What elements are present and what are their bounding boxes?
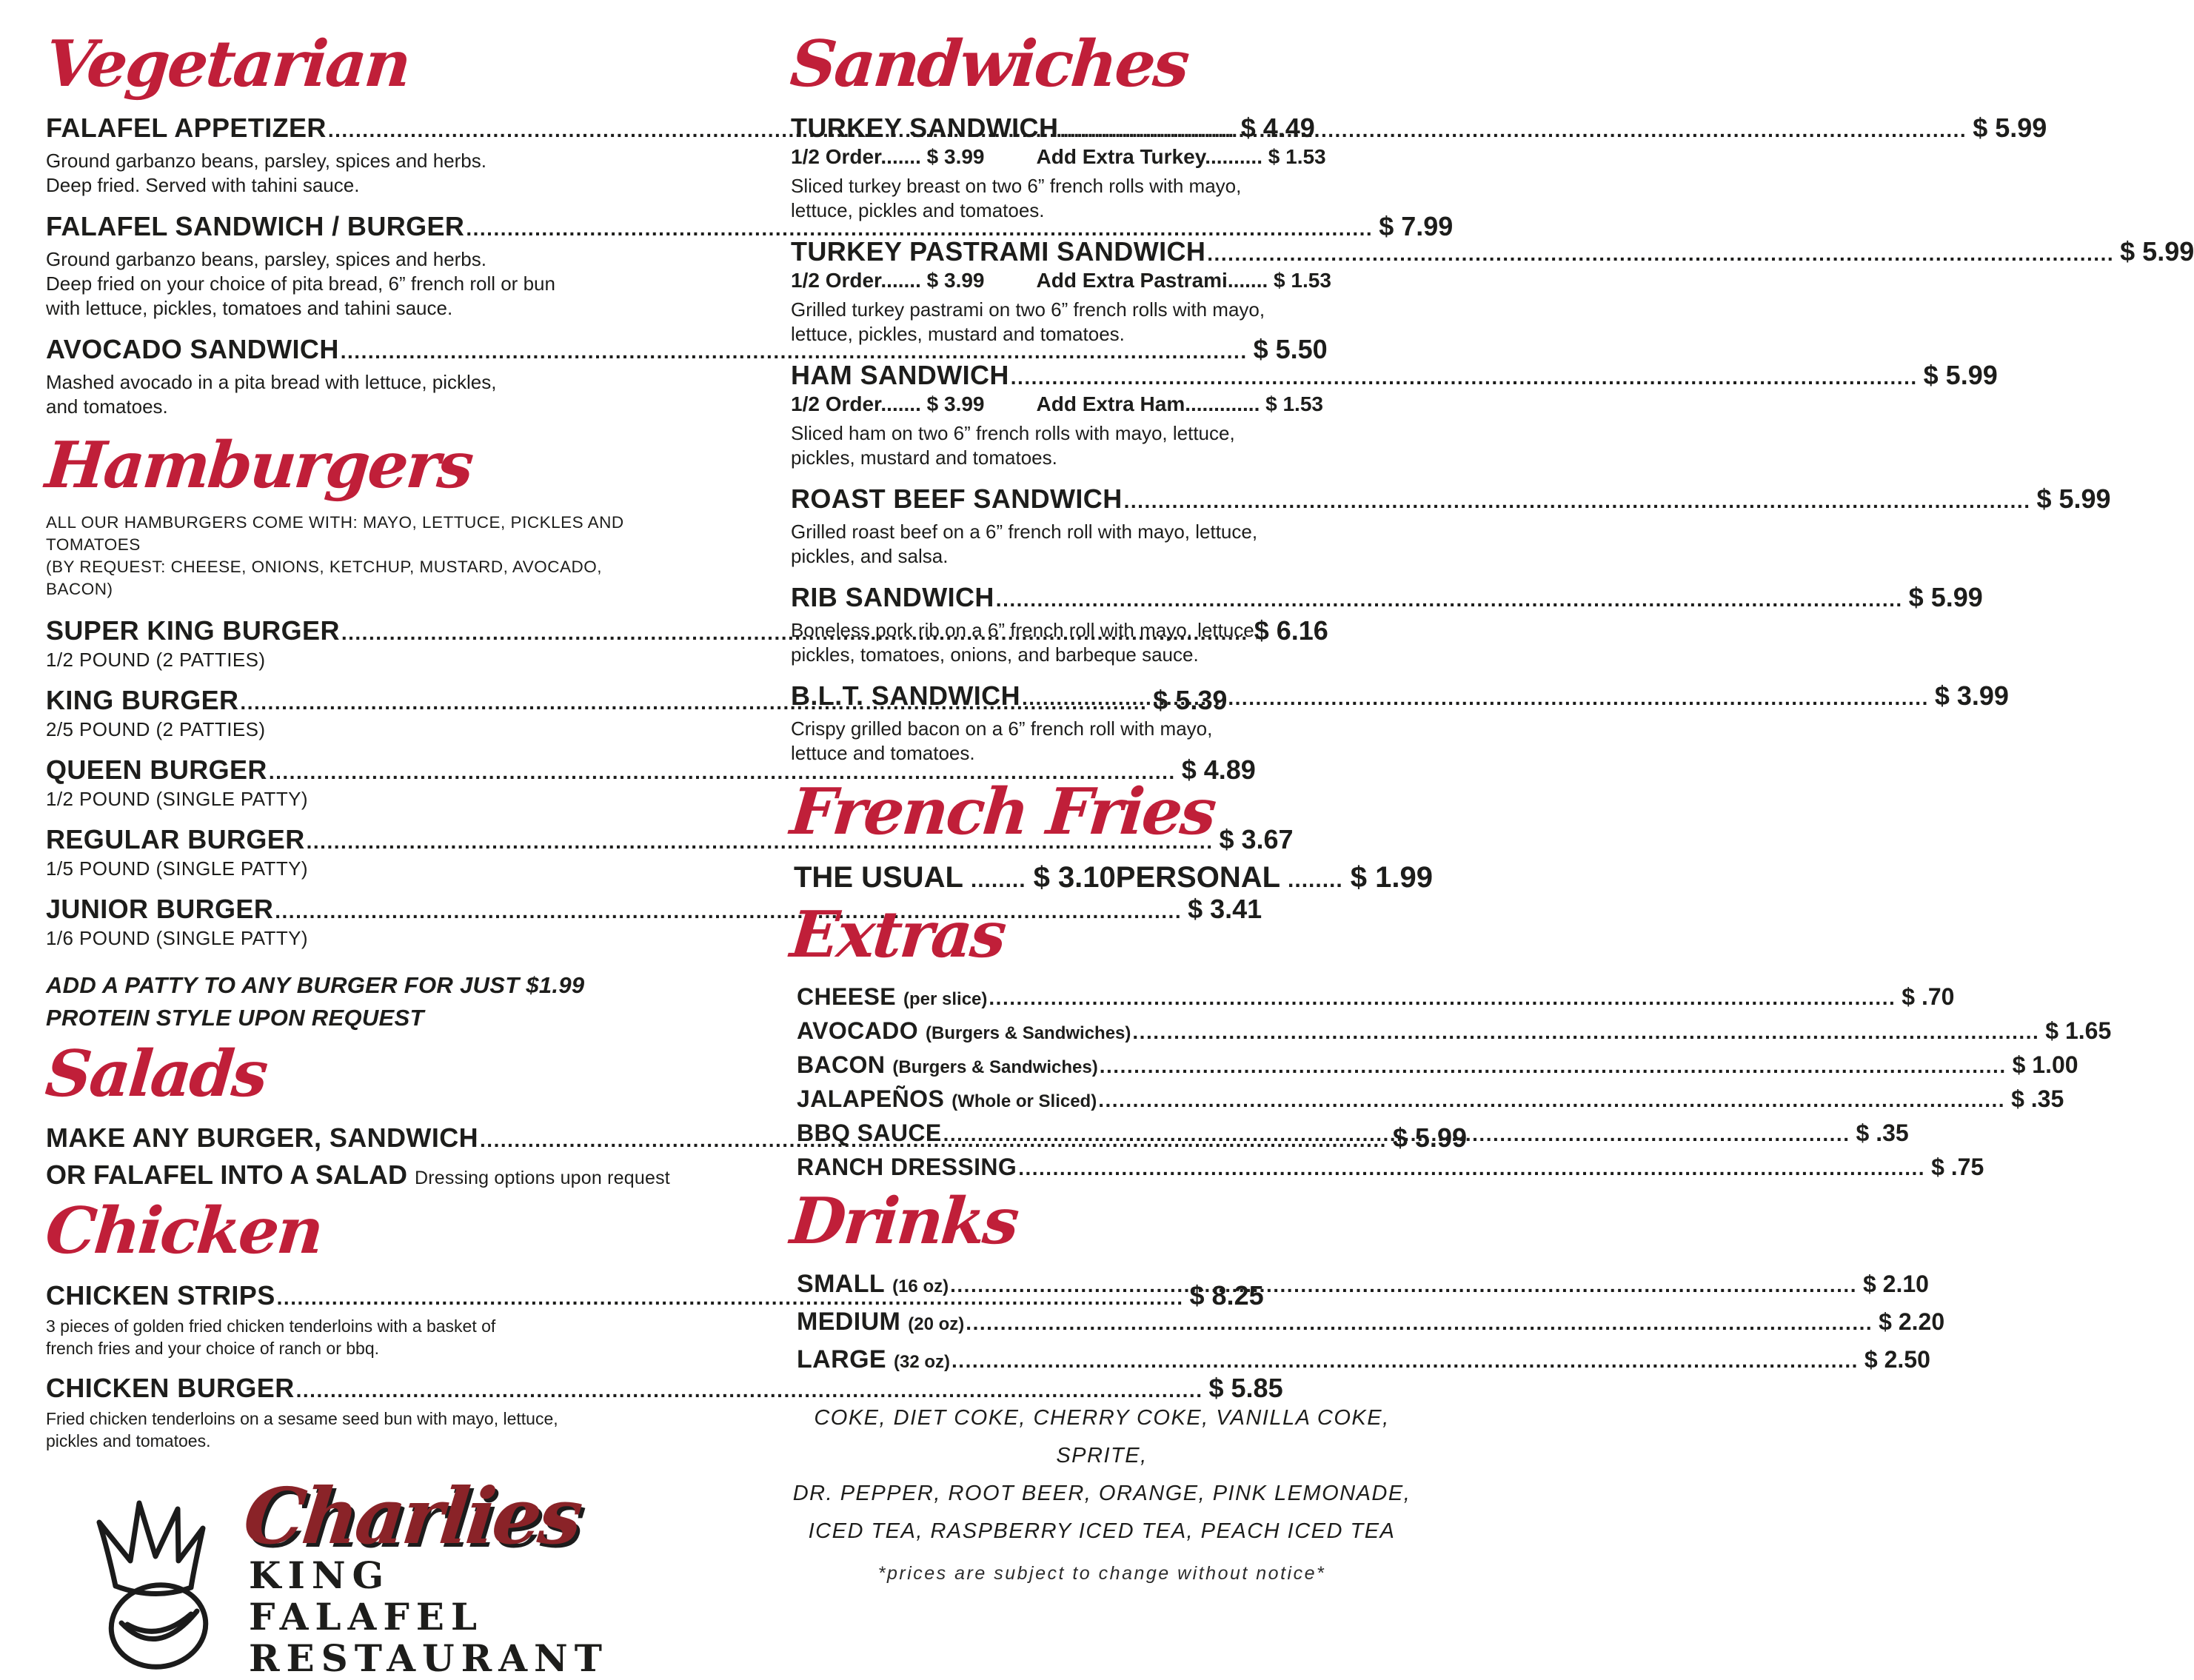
- item-name: REGULAR BURGER: [46, 824, 305, 855]
- desc-line: pickles and tomatoes.: [46, 1431, 211, 1451]
- item-price: $ 7.99: [1379, 211, 1454, 242]
- item-title-row: [46, 754, 1256, 786]
- dot-leader: [1098, 1088, 2005, 1112]
- extra-name: CHEESE: [797, 983, 896, 1011]
- dot-leader: [1124, 489, 2031, 513]
- note-line: ALL OUR HAMBURGERS COME WITH: MAYO, LETTUCE, PICKLES AND TOMATOES: [46, 512, 624, 554]
- dot-leader: [1022, 686, 1929, 710]
- drink-size: (20 oz): [908, 1314, 965, 1335]
- dot-leader: [966, 1311, 1873, 1335]
- desc-line: pickles, tomatoes, onions, and barbeque sauce.: [791, 643, 1199, 666]
- extra-item-cheese: [797, 983, 1955, 1011]
- desc-line: pickles, mustard and tomatoes.: [791, 446, 1057, 469]
- item-subtext: 1/2 POUND (SINGLE PATTY): [46, 788, 308, 811]
- price-disclaimer: *prices are subject to change without notice*: [877, 1563, 1326, 1584]
- item-name: FALAFEL APPETIZER: [46, 113, 327, 144]
- desc-line: Fried chicken tenderloins on a sesame seed bun with mayo, lettuce,: [46, 1409, 558, 1429]
- extra-note: (Whole or Sliced): [951, 1091, 1097, 1112]
- item-description: [791, 298, 1413, 347]
- item-description: [791, 421, 1413, 470]
- dot-leader: [1288, 868, 1343, 893]
- salad-line1: MAKE ANY BURGER, SANDWICH: [46, 1122, 479, 1154]
- drinks-heading: Drinks: [787, 1184, 1020, 1259]
- half-order-row: [791, 269, 1413, 292]
- extra-price: $ .35: [2011, 1085, 2064, 1113]
- item-price: $ 4.49: [1240, 113, 1315, 144]
- item-title-row: [46, 1373, 1283, 1404]
- fries-options-row: [794, 860, 1433, 894]
- dot-leader: [950, 1274, 1857, 1297]
- note-line: (BY REQUEST: CHEESE, ONIONS, KETCHUP, MUSTARD, AVOCADO, BACON): [46, 557, 602, 599]
- salad-line2-text: OR FALAFEL INTO A SALAD: [46, 1159, 408, 1191]
- extra-price: $ 1.65: [2045, 1017, 2112, 1045]
- desc-line: lettuce, pickles and tomatoes.: [791, 199, 1045, 222]
- extra-price: $ .35: [1856, 1120, 1909, 1147]
- item-price: $ 5.99: [1908, 582, 1983, 613]
- add-extra-price: Add Extra Ham............. $ 1.53: [1036, 392, 1323, 416]
- desc-line: and tomatoes.: [46, 395, 168, 418]
- item-price: $ 3.41: [1188, 894, 1262, 925]
- item-price: $ 3.67: [1219, 824, 1294, 855]
- extra-price: $ .70: [1902, 983, 1955, 1011]
- hamburgers-note: [46, 512, 660, 601]
- drink-item-medium: [797, 1308, 1945, 1336]
- item-title-row: [791, 236, 2194, 267]
- desc-line: with lettuce, pickles, tomatoes and tahini sauce.: [46, 297, 453, 320]
- chicken-heading: Chicken: [42, 1194, 325, 1269]
- item-description: [46, 247, 660, 321]
- desc-line: Grilled roast beef on a 6” french roll with mayo, lettuce,: [791, 521, 1258, 543]
- extra-item-bacon: [797, 1051, 2078, 1079]
- item-price: $ 6.16: [1254, 615, 1328, 646]
- item-subtext: 1/2 POUND (2 PATTIES): [46, 649, 266, 672]
- salad-price: $ 5.99: [1392, 1122, 1467, 1154]
- desc-line: Deep fried. Served with tahini sauce.: [46, 174, 360, 197]
- desc-line: Crispy grilled bacon on a 6” french roll with mayo,: [791, 717, 1213, 740]
- dot-leader: [1100, 1054, 2007, 1078]
- extras-heading: Extras: [787, 897, 1008, 972]
- fries-option-label: THE USUAL: [794, 860, 963, 894]
- half-order-price: 1/2 Order....... $ 3.99: [791, 145, 985, 169]
- item-price: $ 5.99: [2036, 483, 2111, 515]
- dot-leader: [1011, 366, 1918, 389]
- extra-name: RANCH DRESSING: [797, 1154, 1017, 1181]
- item-price: $ 5.99: [1973, 113, 2047, 144]
- extra-name: BBQ SAUCE: [797, 1120, 942, 1147]
- drink-name: MEDIUM: [797, 1308, 901, 1336]
- dot-leader: [943, 1122, 1850, 1146]
- dot-leader: [1018, 1157, 1925, 1180]
- item-price: $ 5.99: [2120, 236, 2194, 267]
- item-price: $ 5.85: [1208, 1373, 1283, 1404]
- dot-leader: [1207, 242, 2114, 266]
- extra-name: JALAPEÑOS: [797, 1085, 945, 1113]
- drink-name: LARGE: [797, 1345, 886, 1374]
- salad-line2: [46, 1159, 670, 1191]
- drink-name: SMALL: [797, 1270, 886, 1299]
- drink-price: $ 2.50: [1864, 1346, 1930, 1373]
- salad-dressing-note: Dressing options upon request: [415, 1168, 670, 1189]
- item-price: $ 5.50: [1253, 334, 1328, 365]
- extra-name: AVOCADO: [797, 1017, 918, 1045]
- flavors-line: DR. PEPPER, ROOT BEER, ORANGE, PINK LEMONADE,: [792, 1481, 1411, 1505]
- desc-line: Grilled turkey pastrami on two 6” french rolls with mayo,: [791, 298, 1265, 321]
- menu-item-roast-beef-sandwich: [791, 483, 2111, 569]
- dot-leader: [951, 1349, 1859, 1373]
- extra-note: (Burgers & Sandwiches): [926, 1023, 1131, 1044]
- desc-line: Sliced turkey breast on two 6” french rolls with mayo,: [791, 175, 1242, 198]
- dot-leader: [1060, 118, 1967, 142]
- item-name: KING BURGER: [46, 685, 239, 716]
- desc-line: Deep fried on your choice of pita bread, 6” french roll or bun: [46, 272, 555, 295]
- desc-line: lettuce, pickles, mustard and tomatoes.: [791, 323, 1125, 346]
- item-name: ROAST BEEF SANDWICH: [791, 483, 1123, 515]
- item-description: [791, 717, 1413, 766]
- item-title-row: [46, 824, 1294, 855]
- french-fries-section: [787, 774, 1433, 894]
- drink-item-large: [797, 1345, 1930, 1374]
- item-name: HAM SANDWICH: [791, 360, 1009, 391]
- half-order-price: 1/2 Order....... $ 3.99: [791, 392, 985, 416]
- drink-flavors-list: [791, 1399, 1413, 1550]
- menu-item-rib-sandwich: [791, 582, 1983, 667]
- item-description: [46, 370, 660, 419]
- desc-line: Boneless pork rib on a 6” french roll with mayo, lettuce,: [791, 619, 1260, 642]
- item-description: [46, 1316, 660, 1360]
- dot-leader: [971, 868, 1026, 893]
- item-price: $ 5.99: [1923, 360, 1998, 391]
- extra-item-jalapenos: [797, 1085, 2064, 1113]
- fries-option-price: $ 1.99: [1350, 860, 1433, 894]
- add-extra-price: Add Extra Pastrami....... $ 1.53: [1036, 269, 1331, 292]
- item-price: $ 8.25: [1189, 1279, 1264, 1311]
- item-price: $ 3.99: [1934, 680, 2009, 712]
- extra-item-avocado: [797, 1017, 2112, 1045]
- desc-line: Mashed avocado in a pita bread with lettuce, pickles,: [46, 371, 497, 394]
- item-title-row: [791, 113, 2047, 144]
- flavors-line: COKE, DIET COKE, CHERRY COKE, VANILLA COKE, SPRITE,: [814, 1406, 1390, 1468]
- item-name: FALAFEL SANDWICH / BURGER: [46, 211, 465, 242]
- drink-size: (32 oz): [894, 1352, 951, 1373]
- fries-option-label: PERSONAL: [1115, 860, 1281, 894]
- menu-item-turkey-sandwich: [791, 113, 2047, 223]
- desc-line: Sliced ham on two 6” french rolls with mayo, lettuce,: [791, 422, 1235, 445]
- salads-heading: Salads: [42, 1037, 270, 1112]
- extra-note: (Burgers & Sandwiches): [892, 1057, 1098, 1078]
- fries-option-price: $ 3.10: [1033, 860, 1116, 894]
- footnote-line: ADD A PATTY TO ANY BURGER FOR JUST $1.99: [46, 972, 585, 999]
- sandwiches-heading: Sandwiches: [787, 27, 1191, 101]
- item-description: [791, 520, 1413, 569]
- dot-leader: [996, 588, 1903, 612]
- item-name: JUNIOR BURGER: [46, 894, 274, 925]
- item-name: AVOCADO SANDWICH: [46, 334, 339, 365]
- logo-text: [239, 1470, 644, 1680]
- vegetarian-heading: Vegetarian: [42, 27, 412, 101]
- logo-script-name: Charlies: [239, 1470, 584, 1562]
- drink-item-small: [797, 1270, 1929, 1299]
- half-order-price: 1/2 Order....... $ 3.99: [791, 269, 985, 292]
- item-title-row: [791, 360, 1998, 391]
- desc-line: Ground garbanzo beans, parsley, spices and herbs.: [46, 150, 486, 173]
- extra-price: $ .75: [1931, 1154, 1984, 1181]
- menu-item-queen-burger: [46, 754, 1256, 811]
- item-name: CHICKEN BURGER: [46, 1373, 295, 1404]
- flavors-line: ICED TEA, RASPBERRY ICED TEA, PEACH ICED TEA: [808, 1519, 1396, 1543]
- item-name: SUPER KING BURGER: [46, 615, 340, 646]
- item-subtext: 1/5 POUND (SINGLE PATTY): [46, 857, 308, 880]
- item-description: [46, 1408, 660, 1453]
- half-order-row: [791, 392, 1413, 416]
- item-title-row: [791, 582, 1983, 613]
- hamburgers-heading: Hamburgers: [42, 428, 475, 503]
- drink-price: $ 2.20: [1879, 1308, 1945, 1336]
- drink-price: $ 2.10: [1862, 1271, 1929, 1298]
- extra-note: (per slice): [903, 989, 988, 1010]
- item-title-row: [46, 894, 1262, 925]
- crown-face-icon: [84, 1484, 247, 1669]
- item-subtext: 2/5 POUND (2 PATTIES): [46, 718, 266, 741]
- item-subtext: 1/6 POUND (SINGLE PATTY): [46, 927, 308, 950]
- menu-item-blt-sandwich: [791, 680, 2009, 766]
- item-title-row: [46, 211, 1454, 242]
- extra-item-ranch-dressing: [797, 1154, 1984, 1181]
- logo-line-king-falafel: KING FALAFEL: [249, 1553, 484, 1639]
- item-description: [791, 618, 1413, 667]
- item-name: B.L.T. SANDWICH: [791, 680, 1020, 712]
- extra-name: BACON: [797, 1051, 886, 1079]
- desc-line: 3 pieces of golden fried chicken tenderloins with a basket of: [46, 1316, 496, 1336]
- extra-price: $ 1.00: [2012, 1051, 2078, 1079]
- item-price: $ 5.39: [1153, 685, 1228, 716]
- desc-line: pickles, and salsa.: [791, 545, 949, 568]
- item-description: [791, 174, 1413, 223]
- item-name: TURKEY PASTRAMI SANDWICH: [791, 236, 1206, 267]
- add-extra-price: Add Extra Turkey.......... $ 1.53: [1036, 145, 1326, 169]
- item-name: TURKEY SANDWICH: [791, 113, 1059, 144]
- item-name: QUEEN BURGER: [46, 754, 267, 786]
- desc-line: french fries and your choice of ranch or bbq.: [46, 1338, 380, 1358]
- dot-leader: [1132, 1020, 2039, 1044]
- desc-line: Ground garbanzo beans, parsley, spices and herbs.: [46, 248, 486, 271]
- dot-leader: [989, 986, 1896, 1010]
- logo-line-restaurant: RESTAURANT: [249, 1636, 609, 1680]
- french-fries-heading: French Fries: [787, 774, 1218, 850]
- item-name: RIB SANDWICH: [791, 582, 994, 613]
- item-name: CHICKEN STRIPS: [46, 1279, 275, 1311]
- half-order-row: [791, 145, 1413, 169]
- restaurant-logo: [46, 1470, 660, 1680]
- footnote-line: PROTEIN STYLE UPON REQUEST: [46, 1004, 424, 1031]
- desc-line: lettuce and tomatoes.: [791, 742, 975, 765]
- menu-item-ham-sandwich: [791, 360, 1998, 470]
- item-title-row: [791, 483, 2111, 515]
- menu-item-turkey-pastrami-sandwich: [791, 236, 2194, 347]
- hamburgers-footnote: [46, 969, 660, 1034]
- item-price: $ 4.89: [1181, 754, 1256, 786]
- item-description: [46, 149, 660, 198]
- drinks-section: [787, 1184, 1945, 1584]
- drink-size: (16 oz): [892, 1276, 949, 1297]
- item-title-row: [791, 680, 2009, 712]
